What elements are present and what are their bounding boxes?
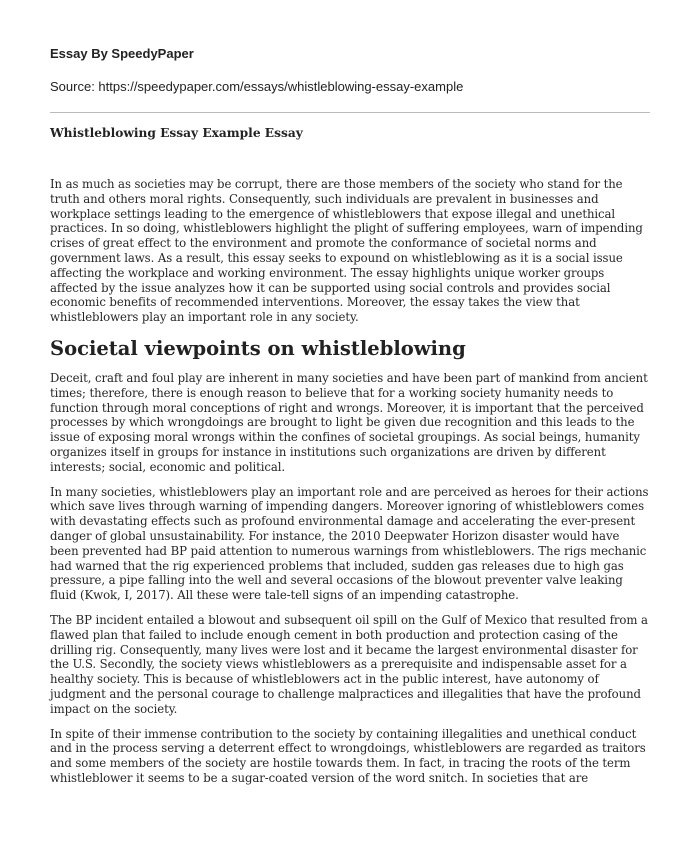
header-divider: [50, 112, 650, 113]
source-line: Source: https://speedypaper.com/essays/whistleblowing-essay-example: [50, 79, 464, 94]
body-paragraph: The BP incident entailed a blowout and subsequent oil spill on the Gulf of Mexico that resulted from a flawed plan that failed to include enough cement in both production and protection casing of the drilling rig. Consequently, many lives were lost and it became the largest environmental disaster for the U.S. Secondly, the society views whistleblowers as a prerequisite and indispensable asset for a healthy society. This is because of whistleblowers act in the public interest, have autonomy of judgment and the personal courage to challenge malpractices and illegalities that have the profound impact on the society.: [50, 612, 648, 716]
intro-paragraph: In as much as societies may be corrupt, there are those members of the society who stand for the truth and others moral rights. Consequently, such individuals are prevalent in businesses and workplace settings leading to the emergence of whistleblowers that expose illegal and unethical practices. In so doing, whistleblowers highlight the plight of suffering employees, warn of impending crises of great effect to the environment and promote the conformance of societal norms and government laws. As a result, this essay seeks to expound on whistleblowing as it is a social issue affecting the workplace and working environment. The essay highlights unique worker groups affected by the issue analyzes how it can be supported using social controls and provides social economic benefits of recommended interventions. Moreover, the essay takes the view that whistleblowers play an important role in any society.: [50, 177, 643, 325]
essay-author-line: Essay By SpeedyPaper: [50, 46, 194, 61]
document-header: [0, 0, 700, 95]
body-paragraph: In spite of their immense contribution to the society by containing illegalities and unethical conduct and in the process serving a deterrent effect to wrongdoings, whistleblowers are regarded as traitors and some members of the society are hostile towards them. In fact, in tracing the roots of the term whistleblower it seems to be a sugar-coated version of the word snitch. In societies that are: [50, 726, 646, 785]
essay-content: [0, 125, 700, 786]
section-heading: Societal viewpoints on whistleblowing: [50, 336, 466, 360]
body-paragraph: In many societies, whistleblowers play an important role and are perceived as heroes for their actions which save lives through warning of impending dangers. Moreover ignoring of whistleblowers comes with devastating effects such as profound environmental damage and accelerating the ever-present danger of global unsustainability. For instance, the 2010 Deepwater Horizon disaster would have been prevented had BP paid attention to numerous warnings from whistleblowers. The rigs mechanic had warned that the rig experienced problems that included, sudden gas releases due to high gas pressure, a pipe falling into the well and several occasions of the blowout preventer valve leaking fluid (Kwok, I, 2017). All these were tale-tell signs of an impending catastrophe.: [50, 484, 649, 603]
essay-title: Whistleblowing Essay Example Essay: [50, 126, 303, 140]
body-paragraph: Deceit, craft and foul play are inherent in many societies and have been part of mankind from ancient times; therefore, there is enough reason to believe that for a working society humanity needs to function through moral conceptions of right and wrongs. Moreover, it is important that the perceived processes by which wrongdoings are brought to light be given due recognition and this leads to the issue of exposing moral wrongs within the confines of societal groupings. As social beings, humanity organizes itself in groups for instance in institutions such organizations are driven by different interests; social, economic and political.: [50, 370, 648, 474]
